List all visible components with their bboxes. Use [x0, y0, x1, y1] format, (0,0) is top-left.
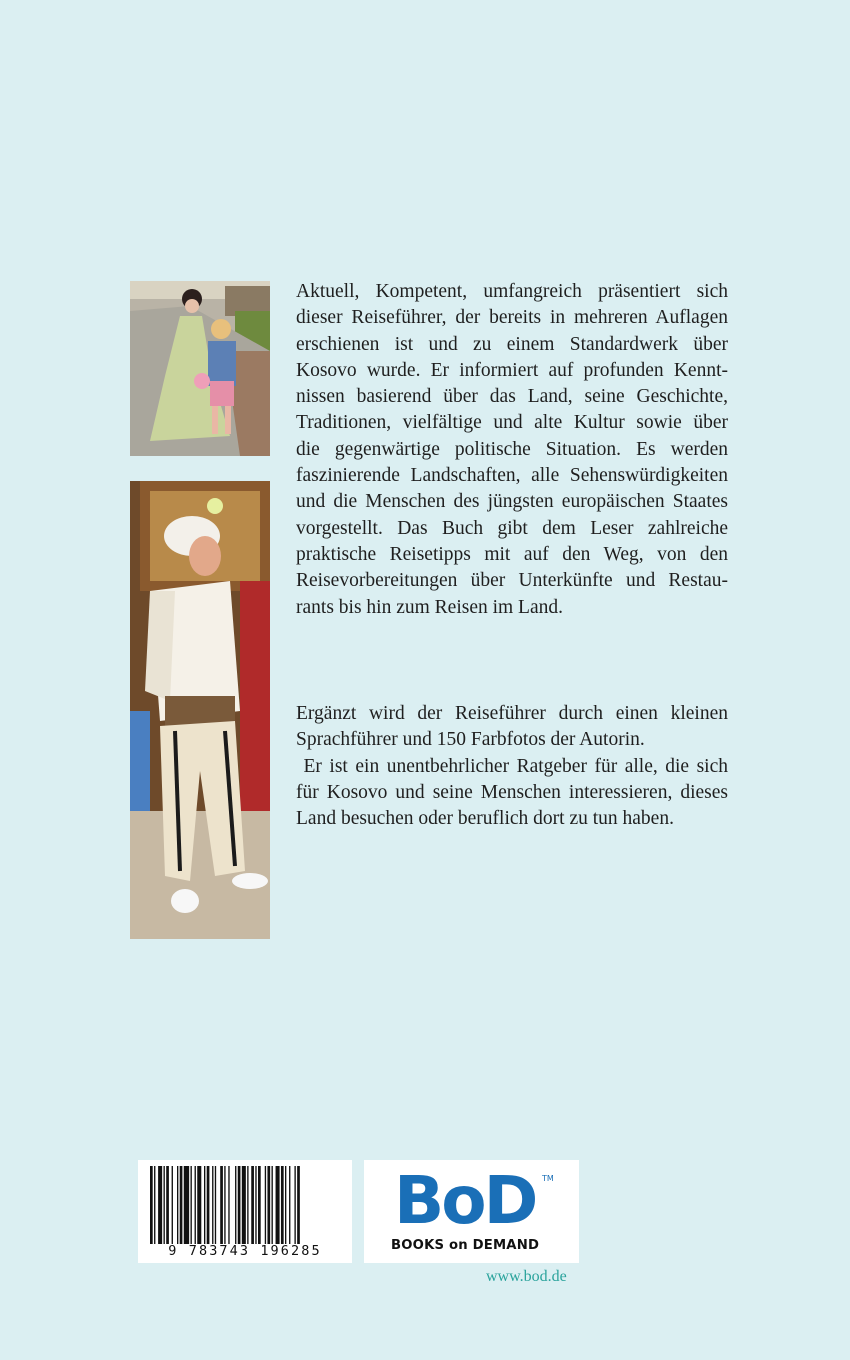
- description-line: erschienen ist und zu einem Standardwerk über: [296, 333, 728, 355]
- barcode-bar: [180, 1166, 183, 1244]
- description-line: Er ist ein unentbehrlicher Ratgeber für alle, die sich: [296, 755, 728, 777]
- barcode-bar: [150, 1166, 153, 1244]
- barcode-bar: [204, 1166, 205, 1244]
- barcode-bar: [228, 1166, 229, 1244]
- description-line: und die Menschen des jüngsten europäischen Staates: [296, 491, 728, 513]
- description-line: faszinierende Landschaften, alle Sehenswürdigkeiten: [296, 465, 728, 487]
- description-line: Ergänzt wird der Reiseführer durch einen kleinen: [296, 703, 728, 724]
- description-line: Kosovo wurde. Er informiert auf profunden Kennt-: [296, 359, 728, 381]
- barcode-bar: [212, 1166, 213, 1244]
- isbn-barcode: [138, 1160, 352, 1263]
- description-line: nissen basierend über das Land, seine Geschichte,: [296, 386, 728, 408]
- description-paragraph-2: [296, 701, 728, 832]
- description-line: dieser Reiseführer, der bereits in mehreren Auflagen: [296, 307, 728, 329]
- barcode-bar: [220, 1166, 223, 1244]
- barcode-bar: [276, 1166, 280, 1244]
- barcode-bar: [197, 1166, 201, 1244]
- publisher-website-link[interactable]: www.bod.de: [486, 1268, 567, 1285]
- barcode-bar: [166, 1166, 169, 1244]
- description-line: Traditionen, vielfältige und alte Kultur sowie über: [296, 412, 728, 434]
- barcode-bar: [267, 1166, 270, 1244]
- barcode-bars: [146, 1166, 344, 1244]
- barcode-bar: [251, 1166, 254, 1244]
- description-paragraph-1: [296, 279, 728, 621]
- barcode-bar: [154, 1166, 155, 1244]
- barcode-bar: [164, 1166, 165, 1244]
- description-line: Aktuell, Kompetent, umfangreich präsentiert sich: [296, 281, 728, 302]
- barcode-bar: [258, 1166, 261, 1244]
- barcode-bar: [281, 1166, 284, 1244]
- barcode-bar: [195, 1166, 196, 1244]
- barcode-bar: [158, 1166, 162, 1244]
- publisher-logo: [364, 1160, 579, 1263]
- bod-wordmark: BoD: [394, 1162, 536, 1239]
- publisher-tagline: BOOKS on DEMAND: [391, 1238, 540, 1253]
- description-line: Reisevorbereitungen über Unterkünfte und Restau-: [296, 570, 728, 592]
- description-line: Sprachführer und 150 Farbfotos der Autorin.: [296, 729, 645, 751]
- description-line: praktische Reisetipps mit auf den Weg, von den: [296, 543, 728, 565]
- photo-bride-and-child: [130, 281, 270, 456]
- barcode-bar: [235, 1166, 236, 1244]
- barcode-bar: [255, 1166, 256, 1244]
- barcode-bar: [172, 1166, 173, 1244]
- barcode-bar: [177, 1166, 178, 1244]
- barcode-bar: [215, 1166, 216, 1244]
- barcode-bar: [272, 1166, 273, 1244]
- barcode-bar: [294, 1166, 295, 1244]
- photo-traditional-dancer-image: [130, 481, 270, 939]
- description-line: vorgestellt. Das Buch gibt dem Leser zahlreiche: [296, 517, 728, 539]
- barcode-bar: [184, 1166, 189, 1244]
- barcode-bar: [207, 1166, 210, 1244]
- barcode-bar: [191, 1166, 192, 1244]
- isbn-digits: 9 783743 196285: [168, 1243, 322, 1259]
- photo-bride-and-child-image: [130, 281, 270, 456]
- barcode-bar: [247, 1166, 248, 1244]
- barcode-bar: [224, 1166, 225, 1244]
- description-line: für Kosovo und seine Menschen interessieren, dieses: [296, 781, 728, 803]
- description-line: die gegenwärtige politische Situation. Es werden: [296, 438, 728, 460]
- photo-traditional-dancer: [130, 481, 270, 939]
- trademark-symbol: TM: [542, 1174, 554, 1183]
- barcode-bar: [289, 1166, 290, 1244]
- barcode-bar: [242, 1166, 246, 1244]
- barcode-bar: [285, 1166, 286, 1244]
- description-line: rants bis hin zum Reisen im Land.: [296, 596, 564, 618]
- barcode-bar: [297, 1166, 300, 1244]
- barcode-bar: [238, 1166, 241, 1244]
- barcode-bar: [265, 1166, 266, 1244]
- description-line: Land besuchen oder beruflich dort zu tun haben.: [296, 808, 674, 830]
